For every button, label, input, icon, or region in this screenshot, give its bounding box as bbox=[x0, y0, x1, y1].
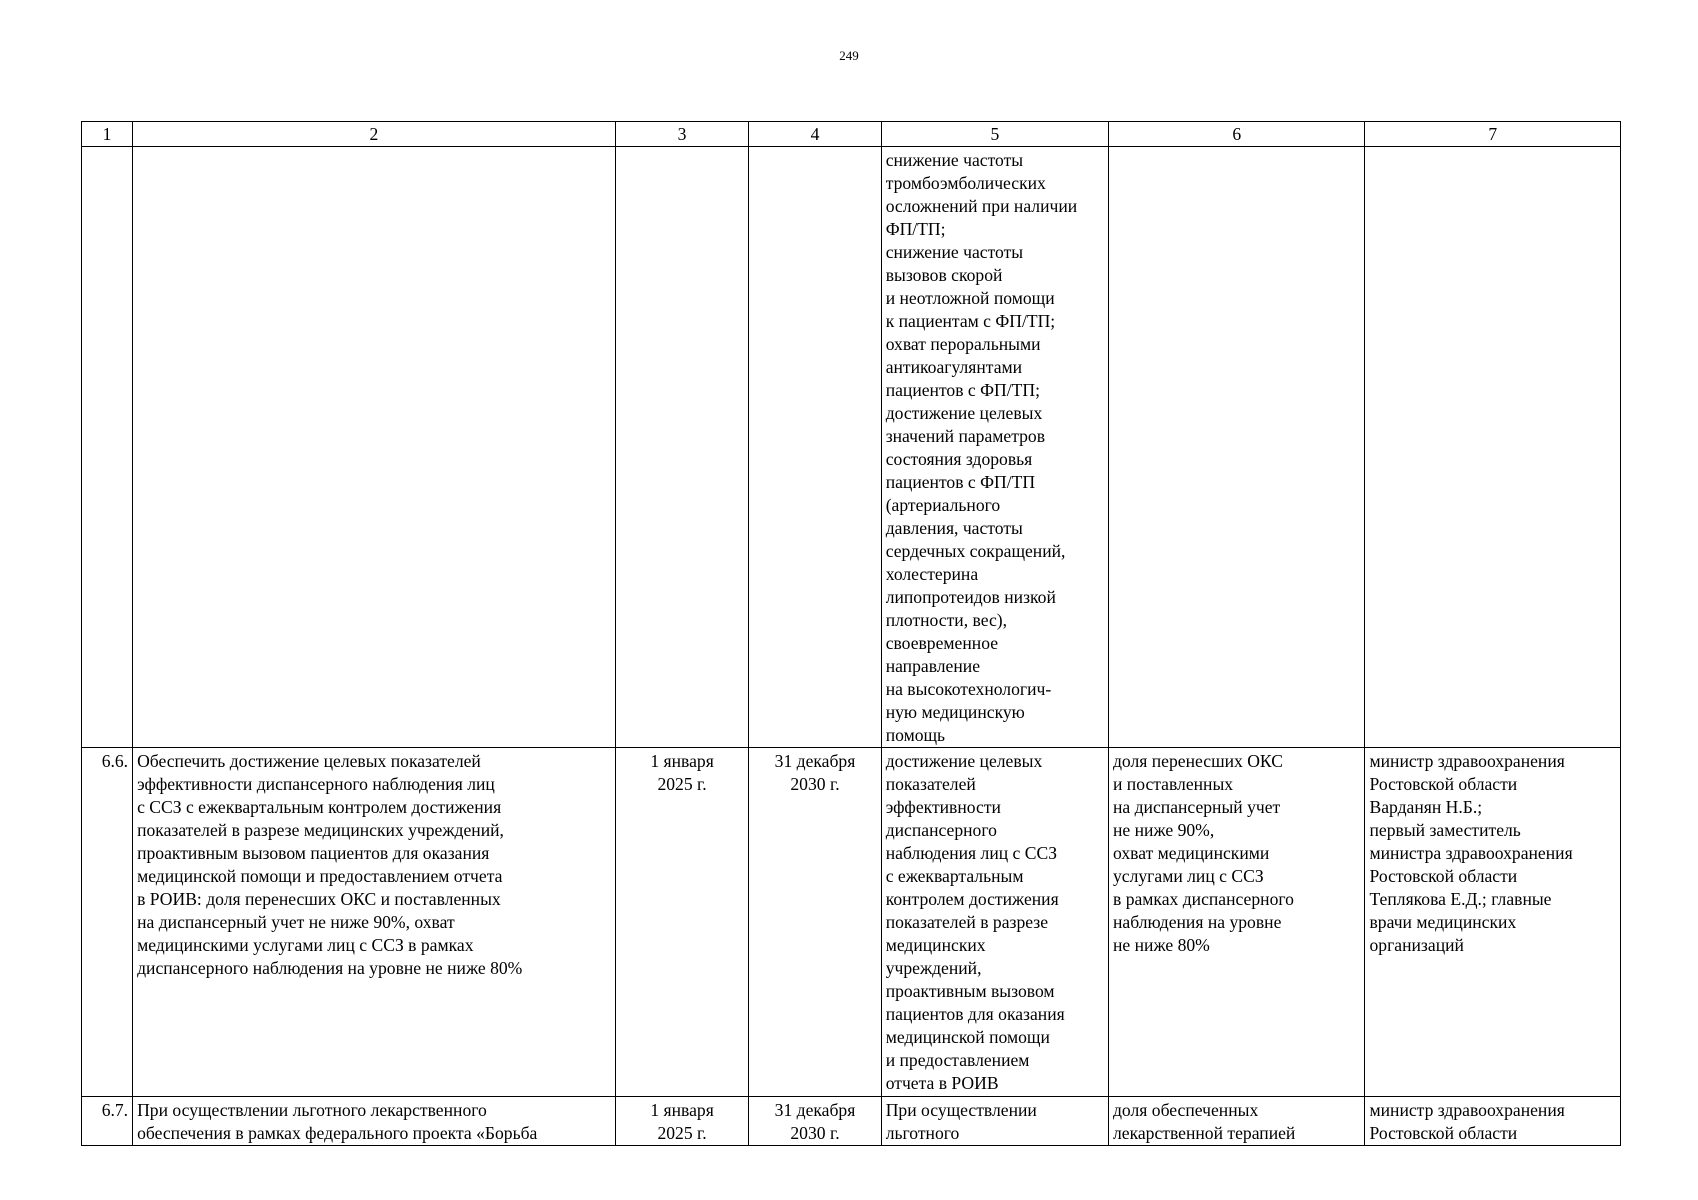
text-line: давления, частоты bbox=[885, 518, 1023, 538]
text-line: министр здравоохранения bbox=[1369, 1100, 1565, 1120]
text-line: не ниже 90%, bbox=[1112, 820, 1215, 840]
text-line: значений параметров bbox=[885, 426, 1046, 446]
text-line: услугами лиц с ССЗ bbox=[1112, 866, 1264, 886]
start-date bbox=[615, 147, 748, 748]
text-line: 1 января bbox=[650, 1100, 714, 1120]
text-line: учреждений, bbox=[885, 958, 982, 978]
start-date bbox=[615, 1097, 748, 1146]
end-date bbox=[749, 1097, 881, 1146]
text-line: проактивным вызовом пациентов для оказания bbox=[137, 843, 490, 863]
text-line: и предоставлением bbox=[885, 1050, 1030, 1070]
text-line: диспансерного bbox=[885, 820, 997, 840]
text-line: показателей в разрезе медицинских учреждений, bbox=[137, 820, 504, 840]
text-line: снижение частоты bbox=[885, 150, 1024, 170]
column-header-6: 6 bbox=[1108, 122, 1365, 147]
text-line: (артериального bbox=[885, 495, 1001, 515]
text-line: в РОИВ: доля перенесших ОКС и поставленных bbox=[137, 889, 501, 909]
text-line: на диспансерный учет bbox=[1112, 797, 1281, 817]
text-line: липопротеидов низкой bbox=[885, 587, 1056, 607]
row-number: 6.7. bbox=[82, 1097, 133, 1146]
text-line: обеспечения в рамках федерального проекта «Борьба bbox=[137, 1123, 538, 1143]
text-line: 31 декабря bbox=[774, 1100, 856, 1120]
text-line: к пациентам с ФП/ТП; bbox=[885, 311, 1056, 331]
text-line: пациентов с ФП/ТП bbox=[885, 472, 1036, 492]
text-line: диспансерного наблюдения на уровне не ниже 80% bbox=[137, 958, 523, 978]
text-line: 2030 г. bbox=[790, 774, 840, 794]
expected-result bbox=[881, 1097, 1108, 1146]
text-line: достижение целевых bbox=[885, 751, 1043, 771]
expected-result bbox=[881, 748, 1108, 1097]
column-header-3: 3 bbox=[615, 122, 748, 147]
text-line: наблюдения лиц с ССЗ bbox=[885, 843, 1058, 863]
column-header-1: 1 bbox=[82, 122, 133, 147]
row-number bbox=[82, 147, 133, 748]
text-line: врачи медицинских bbox=[1369, 912, 1517, 932]
text-line: охват пероральными bbox=[885, 334, 1041, 354]
column-header-5: 5 bbox=[881, 122, 1108, 147]
responsible-person bbox=[1365, 748, 1621, 1097]
text-line: Ростовской области bbox=[1369, 774, 1518, 794]
text-line: медицинской помощи bbox=[885, 1027, 1050, 1047]
text-line: Варданян Н.Б.; bbox=[1369, 797, 1483, 817]
table-row bbox=[82, 1097, 1621, 1146]
table-row bbox=[82, 748, 1621, 1097]
text-line: При осуществлении bbox=[885, 1100, 1037, 1120]
text-line: лекарственной терапией bbox=[1112, 1123, 1296, 1143]
action-plan-table bbox=[81, 121, 1621, 1146]
text-line: сердечных сокращений, bbox=[885, 541, 1066, 561]
target-indicator bbox=[1108, 748, 1365, 1097]
text-line: 2030 г. bbox=[790, 1123, 840, 1143]
text-line: пациентов с ФП/ТП; bbox=[885, 380, 1040, 400]
column-header-7: 7 bbox=[1365, 122, 1621, 147]
text-line: с ССЗ с ежеквартальным контролем достижения bbox=[137, 797, 502, 817]
text-line: состояния здоровья bbox=[885, 449, 1033, 469]
text-line: организаций bbox=[1369, 935, 1464, 955]
text-line: и поставленных bbox=[1112, 774, 1234, 794]
text-line: холестерина bbox=[885, 564, 979, 584]
text-line: вызовов скорой bbox=[885, 265, 1003, 285]
text-line: Теплякова Е.Д.; главные bbox=[1369, 889, 1552, 909]
text-line: эффективности диспансерного наблюдения лиц bbox=[137, 774, 495, 794]
text-line: 2025 г. bbox=[657, 1123, 707, 1143]
text-line: помощь bbox=[885, 725, 946, 745]
text-line: проактивным вызовом bbox=[885, 981, 1055, 1001]
text-line: медицинскими услугами лиц с ССЗ в рамках bbox=[137, 935, 474, 955]
target-indicator bbox=[1108, 147, 1365, 748]
text-line: 1 января bbox=[650, 751, 714, 771]
measure-description bbox=[133, 147, 616, 748]
text-line: министра здравоохранения bbox=[1369, 843, 1573, 863]
text-line: контролем достижения bbox=[885, 889, 1059, 909]
column-header-2: 2 bbox=[133, 122, 616, 147]
text-line: в рамках диспансерного bbox=[1112, 889, 1294, 909]
end-date bbox=[749, 748, 881, 1097]
text-line: плотности, вес), bbox=[885, 610, 1008, 630]
text-line: антикоагулянтами bbox=[885, 357, 1023, 377]
text-line: доля обеспеченных bbox=[1112, 1100, 1259, 1120]
text-line: 2025 г. bbox=[657, 774, 707, 794]
row-number: 6.6. bbox=[82, 748, 133, 1097]
text-line: медицинской помощи и предоставлением отчета bbox=[137, 866, 503, 886]
text-line: пациентов для оказания bbox=[885, 1004, 1065, 1024]
text-line: 31 декабря bbox=[774, 751, 856, 771]
text-line: ФП/ТП; bbox=[885, 219, 946, 239]
text-line: наблюдения на уровне bbox=[1112, 912, 1282, 932]
text-line: медицинских bbox=[885, 935, 986, 955]
text-line: При осуществлении льготного лекарственного bbox=[137, 1100, 487, 1120]
text-line: показателей в разрезе bbox=[885, 912, 1049, 932]
text-line: Обеспечить достижение целевых показателей bbox=[137, 751, 481, 771]
text-line: доля перенесших ОКС bbox=[1112, 751, 1283, 771]
expected-result bbox=[881, 147, 1108, 748]
measure-description bbox=[133, 1097, 616, 1146]
text-line: эффективности bbox=[885, 797, 1001, 817]
start-date bbox=[615, 748, 748, 1097]
page-number: 249 bbox=[839, 48, 859, 63]
text-line: первый заместитель bbox=[1369, 820, 1521, 840]
text-line: своевременное bbox=[885, 633, 999, 653]
text-line: на диспансерный учет не ниже 90%, охват bbox=[137, 912, 455, 932]
text-line: осложнений при наличии bbox=[885, 196, 1078, 216]
text-line: тромбоэмболических bbox=[885, 173, 1046, 193]
end-date bbox=[749, 147, 881, 748]
responsible-person bbox=[1365, 1097, 1621, 1146]
text-line: Ростовской области bbox=[1369, 866, 1518, 886]
target-indicator bbox=[1108, 1097, 1365, 1146]
text-line: показателей bbox=[885, 774, 976, 794]
text-line: с ежеквартальным bbox=[885, 866, 1024, 886]
text-line: охват медицинскими bbox=[1112, 843, 1270, 863]
text-line: не ниже 80% bbox=[1112, 935, 1210, 955]
text-line: и неотложной помощи bbox=[885, 288, 1055, 308]
text-line: Ростовской области bbox=[1369, 1123, 1518, 1143]
text-line: на высокотехнологич- bbox=[885, 679, 1052, 699]
table-row bbox=[82, 147, 1621, 748]
text-line: льготного bbox=[885, 1123, 960, 1143]
text-line: ную медицинскую bbox=[885, 702, 1025, 722]
text-line: министр здравоохранения bbox=[1369, 751, 1565, 771]
measure-description bbox=[133, 748, 616, 1097]
column-header-4: 4 bbox=[749, 122, 881, 147]
text-line: отчета в РОИВ bbox=[885, 1073, 999, 1093]
text-line: снижение частоты bbox=[885, 242, 1024, 262]
text-line: направление bbox=[885, 656, 981, 676]
text-line: достижение целевых bbox=[885, 403, 1043, 423]
column-number-header-row bbox=[82, 122, 1621, 147]
responsible-person bbox=[1365, 147, 1621, 748]
